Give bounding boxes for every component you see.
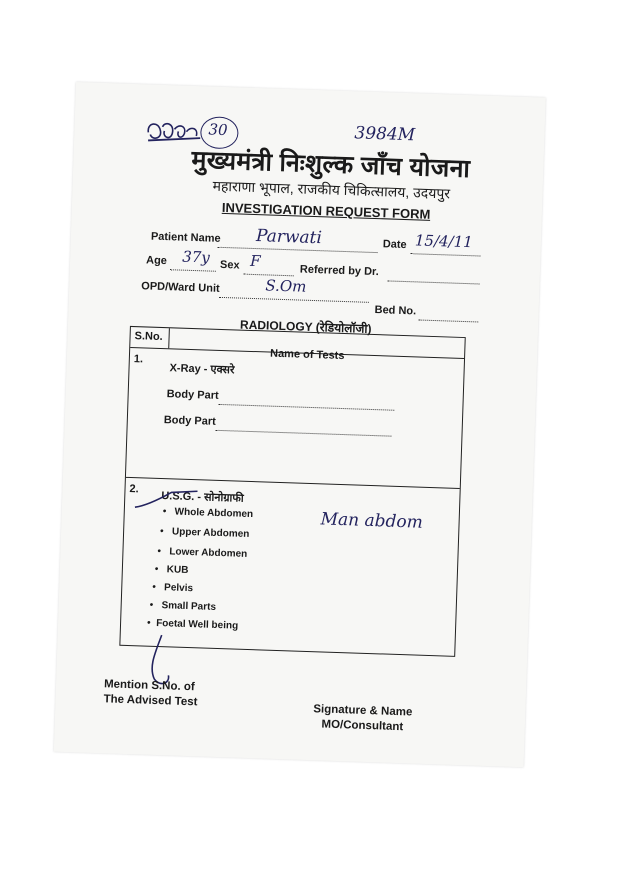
usg-item[interactable]: • Lower Abdomen [157, 545, 248, 560]
usg-item-label: KUB [166, 564, 189, 576]
tests-header: Name of Tests [269, 347, 345, 363]
body-part-line-1 [218, 404, 394, 411]
body-part-label-1: Body Part [166, 388, 219, 402]
form-main-title: मुख्यमंत्री निःशुल्क जाँच योजना [191, 145, 471, 184]
row-1-number: 1. [133, 353, 144, 366]
sno-header: S.No. [134, 330, 163, 344]
referred-line [388, 280, 480, 284]
handwritten-number: 3984M [354, 123, 416, 146]
referred-label: Referred by Dr. [299, 263, 379, 279]
date-label: Date [382, 238, 407, 252]
usg-item[interactable]: • Upper Abdomen [159, 526, 250, 540]
usg-item-label: Whole Abdomen [174, 506, 254, 521]
usg-handwritten-note[interactable]: Man abdom [320, 509, 424, 533]
usg-item[interactable]: • KUB [154, 563, 189, 576]
usg-item[interactable]: • Foetal Well being [146, 617, 239, 632]
table-column-divider [168, 328, 170, 348]
usg-item[interactable]: • Whole Abdomen [162, 506, 254, 521]
mention-line-2: The Advised Test [103, 693, 198, 709]
usg-item-label: Upper Abdomen [171, 526, 250, 540]
usg-label: U.S.G. - सोनोग्राफी [161, 490, 244, 505]
patient-name-label: Patient Name [150, 230, 221, 245]
patient-name-line [218, 247, 378, 253]
tests-table [119, 326, 465, 657]
usg-item-label: Lower Abdomen [169, 546, 248, 560]
circled-number: 30 [208, 120, 228, 140]
sex-label: Sex [219, 258, 240, 272]
usg-item[interactable]: • Small Parts [149, 599, 217, 613]
radiology-title: RADIOLOGY (रेडियोलॉजी) [239, 317, 372, 336]
mention-sno-label [103, 677, 198, 710]
usg-item-label: Foetal Well being [155, 617, 239, 632]
opd-value[interactable]: S.Om [265, 276, 307, 296]
usg-item[interactable]: • Pelvis [152, 581, 194, 595]
form-sheet [54, 82, 546, 767]
body-part-line-2 [216, 430, 392, 437]
bed-label: Bed No. [374, 304, 417, 318]
signature-label [313, 702, 413, 735]
opd-label: OPD/Ward Unit [141, 280, 220, 295]
hospital-name: महाराणा भूपाल, राजकीय चिकित्सालय, उदयपुर [212, 177, 451, 202]
date-value[interactable]: 15/4/11 [414, 231, 474, 252]
signature-line-1: Signature & Name [313, 703, 413, 719]
signature-line-2: MO/Consultant [321, 718, 404, 734]
age-label: Age [145, 254, 168, 268]
xray-label: X-Ray - एक्सरे [169, 362, 235, 377]
usg-item-label: Small Parts [161, 600, 217, 613]
age-line [170, 269, 216, 272]
opd-line [219, 297, 369, 303]
sex-value[interactable]: F [249, 251, 261, 271]
age-value[interactable]: 37y [181, 247, 211, 267]
body-part-label-2: Body Part [163, 414, 216, 428]
usg-item-label: Pelvis [163, 582, 194, 595]
mention-line-1: Mention S.No. of [103, 678, 195, 694]
date-line [410, 253, 480, 256]
patient-name-value[interactable]: Parwati [255, 226, 323, 249]
bed-line [418, 319, 478, 322]
row-2-number: 2. [129, 483, 139, 496]
form-title: INVESTIGATION REQUEST FORM [221, 199, 431, 222]
